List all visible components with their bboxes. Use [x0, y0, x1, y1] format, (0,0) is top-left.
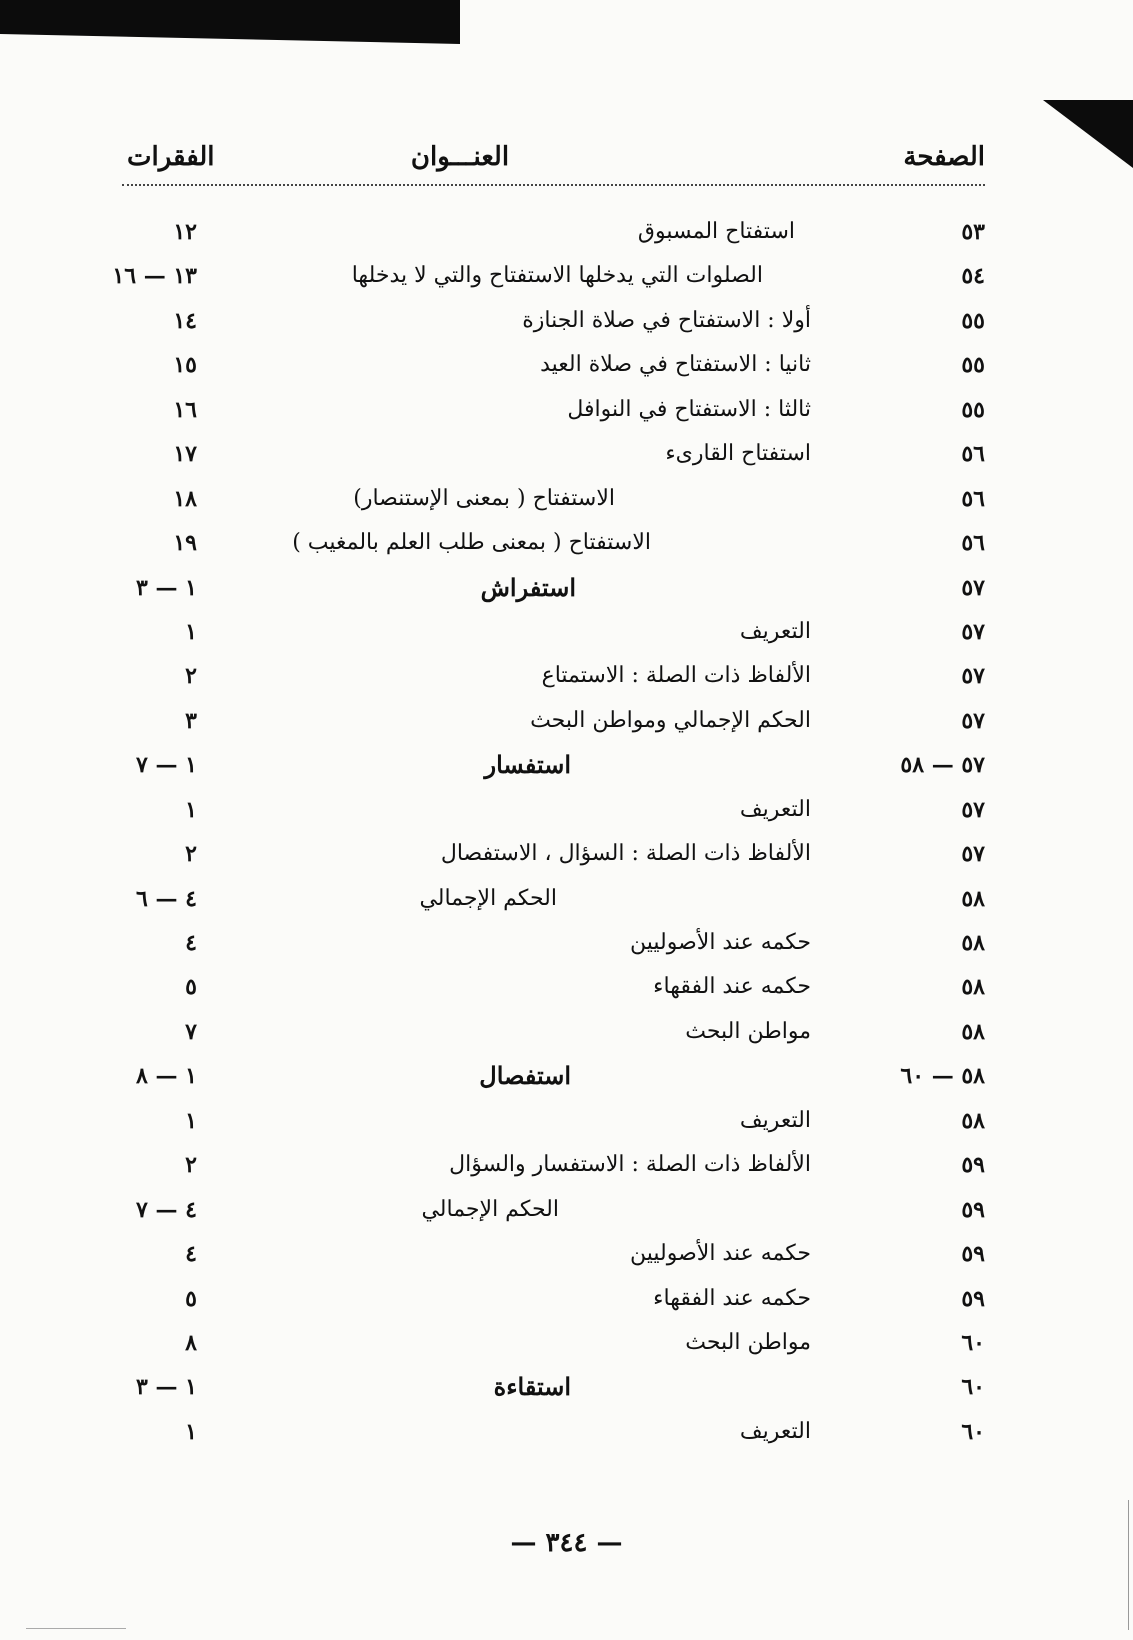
- paragraph-range: ١ — ٨: [136, 1063, 197, 1090]
- scan-shadow-corner: [1043, 100, 1133, 170]
- entry-title: التعريف: [739, 1107, 811, 1133]
- paragraph-range: ٧: [185, 1018, 197, 1045]
- paragraph-range: ٥: [185, 974, 197, 1001]
- page-number: ٥٩: [961, 1152, 985, 1179]
- paragraph-range: ١: [185, 1107, 197, 1134]
- index-row: [0, 299, 1133, 343]
- paragraph-range: ٢: [185, 841, 197, 868]
- index-row: [0, 965, 1133, 1009]
- index-row: [0, 343, 1133, 387]
- page-number: ٥٣: [961, 219, 985, 245]
- paragraph-range: ١: [185, 1418, 197, 1445]
- index-row: [0, 210, 1133, 254]
- index-row: [0, 1232, 1133, 1276]
- page-number: ٥٧: [961, 618, 985, 645]
- entry-title: التعريف: [739, 796, 811, 822]
- header-dotted-divider: [122, 184, 985, 186]
- page-number: ٥٥: [961, 307, 985, 334]
- index-row: [0, 1054, 1133, 1098]
- entry-title: حكمه عند الأصوليين: [630, 1241, 811, 1267]
- page-number: ٥٦: [961, 441, 985, 468]
- entry-title: مواطن البحث: [685, 1329, 811, 1355]
- page-number: ٥٩: [961, 1285, 985, 1312]
- index-row: [0, 1277, 1133, 1321]
- page-number: ٥٨ — ٦٠: [900, 1063, 985, 1090]
- paragraph-range: ٨: [185, 1329, 197, 1356]
- page-number: ٦٠: [961, 1374, 985, 1401]
- entry-title: حكمه عند الأصوليين: [630, 930, 811, 955]
- index-row: [0, 788, 1133, 832]
- page-number: ٦٠: [961, 1329, 985, 1356]
- entry-title: الألفاظ ذات الصلة : الاستفسار والسؤال: [449, 1152, 811, 1178]
- entry-title: الألفاظ ذات الصلة : الاستمتاع: [541, 663, 811, 689]
- page-number: ٥٦: [961, 485, 985, 512]
- page-number: ٥٧: [961, 841, 985, 868]
- page-number: ٥٥: [961, 352, 985, 379]
- column-header-paragraphs: الفقرات: [127, 142, 215, 172]
- paragraph-range: ٣: [185, 707, 197, 734]
- page-number: ٥٨: [961, 1107, 985, 1134]
- entry-title: حكمه عند الفقهاء: [653, 974, 811, 1000]
- index-row: [0, 1188, 1133, 1232]
- paragraph-range: ١: [185, 618, 197, 645]
- page-number: ٥٨: [961, 974, 985, 1001]
- page-footer-number: — ٣٤٤ —: [510, 1528, 623, 1558]
- scan-edge-line: [1128, 1500, 1129, 1630]
- scan-shadow-top: [0, 0, 460, 50]
- entry-title: الاستفتاح ( بمعنى الإستنصار): [353, 485, 615, 511]
- index-table: [0, 210, 1133, 1454]
- entry-title: ثالثا : الاستفتاح في النوافل: [567, 396, 811, 422]
- page-number: ٥٥: [961, 396, 985, 423]
- paragraph-range: ١٩: [173, 530, 197, 557]
- page-number: ٥٧: [961, 707, 985, 734]
- entry-title: ثانيا : الاستفتاح في صلاة العيد: [540, 352, 811, 378]
- entry-title: التعريف: [739, 1418, 811, 1444]
- entry-title: أولا : الاستفتاح في صلاة الجنازة: [522, 307, 811, 333]
- entry-title: الاستفتاح ( بمعنى طلب العلم بالمغيب ): [292, 530, 651, 556]
- entry-title: استفتاح المسبوق: [637, 219, 795, 244]
- index-row: [0, 477, 1133, 521]
- index-row: [0, 610, 1133, 654]
- paragraph-range: ١٧: [173, 441, 197, 468]
- entry-title: استفتاح القارىء: [665, 441, 811, 467]
- index-row: [0, 254, 1133, 298]
- page-number: ٥٦: [961, 530, 985, 557]
- page-number: ٥٧: [961, 796, 985, 823]
- page-number: ٥٧: [961, 663, 985, 690]
- paragraph-range: ١ — ٣: [136, 1374, 197, 1401]
- index-row: [0, 1099, 1133, 1143]
- paragraph-range: ٤ — ٧: [136, 1196, 197, 1223]
- entry-title: الحكم الإجمالي: [419, 885, 557, 911]
- entry-title: حكمه عند الفقهاء: [653, 1285, 811, 1311]
- paragraph-range: ١٣ — ١٦: [112, 263, 197, 290]
- index-row: [0, 521, 1133, 565]
- paragraph-range: ١٨: [173, 485, 197, 512]
- entry-heading: استقاءة: [493, 1372, 571, 1402]
- page-number: ٥٨: [961, 1018, 985, 1045]
- entry-title: التعريف: [739, 618, 811, 644]
- entry-title: الصلوات التي يدخلها الاستفتاح والتي لا يدخلها: [351, 263, 763, 289]
- index-row: [0, 832, 1133, 876]
- paragraph-range: ١ — ٣: [136, 574, 197, 601]
- paragraph-range: ١٥: [173, 352, 197, 379]
- entry-heading: استفسار: [484, 750, 571, 780]
- page-number: ٥٧: [961, 574, 985, 601]
- scan-edge-line-bottom: [26, 1628, 126, 1629]
- index-row: [0, 743, 1133, 787]
- column-header-title: العنـــوان: [410, 142, 510, 172]
- page-number: ٥٩: [961, 1241, 985, 1268]
- paragraph-range: ١٢: [173, 219, 197, 245]
- index-row: [0, 699, 1133, 743]
- paragraph-range: ١: [185, 796, 197, 823]
- paragraph-range: ٢: [185, 1152, 197, 1179]
- index-row: [0, 1410, 1133, 1454]
- index-row: [0, 1143, 1133, 1187]
- entry-title: الحكم الإجمالي: [421, 1196, 559, 1222]
- entry-title: الألفاظ ذات الصلة : السؤال ، الاستفصال: [440, 841, 811, 867]
- column-header-page: الصفحة: [903, 142, 985, 172]
- page-number: ٦٠: [961, 1418, 985, 1445]
- paragraph-range: ٥: [185, 1285, 197, 1312]
- paragraph-range: ١٦: [173, 396, 197, 423]
- page-number: ٥٨: [961, 885, 985, 912]
- page-number: ٥٩: [961, 1196, 985, 1223]
- page-number: ٥٨: [961, 930, 985, 956]
- index-row: [0, 654, 1133, 698]
- entry-title: الحكم الإجمالي ومواطن البحث: [530, 707, 811, 733]
- index-row: [0, 388, 1133, 432]
- index-row: [0, 1010, 1133, 1054]
- page-number: ٥٤: [961, 263, 985, 290]
- index-row: [0, 566, 1133, 610]
- page-number: ٥٧ — ٥٨: [900, 752, 985, 779]
- paragraph-range: ٢: [185, 663, 197, 690]
- index-row: [0, 432, 1133, 476]
- paragraph-range: ١٤: [173, 307, 197, 334]
- entry-title: مواطن البحث: [685, 1018, 811, 1044]
- index-row: [0, 1365, 1133, 1409]
- paragraph-range: ٤ — ٦: [136, 885, 197, 912]
- paragraph-range: ٤: [185, 1241, 197, 1268]
- paragraph-range: ١ — ٧: [136, 752, 197, 779]
- index-row: [0, 1321, 1133, 1365]
- paragraph-range: ٤: [185, 930, 197, 956]
- index-row: [0, 921, 1133, 965]
- entry-heading: استفصال: [479, 1061, 571, 1091]
- index-row: [0, 877, 1133, 921]
- entry-heading: استفراش: [480, 572, 576, 602]
